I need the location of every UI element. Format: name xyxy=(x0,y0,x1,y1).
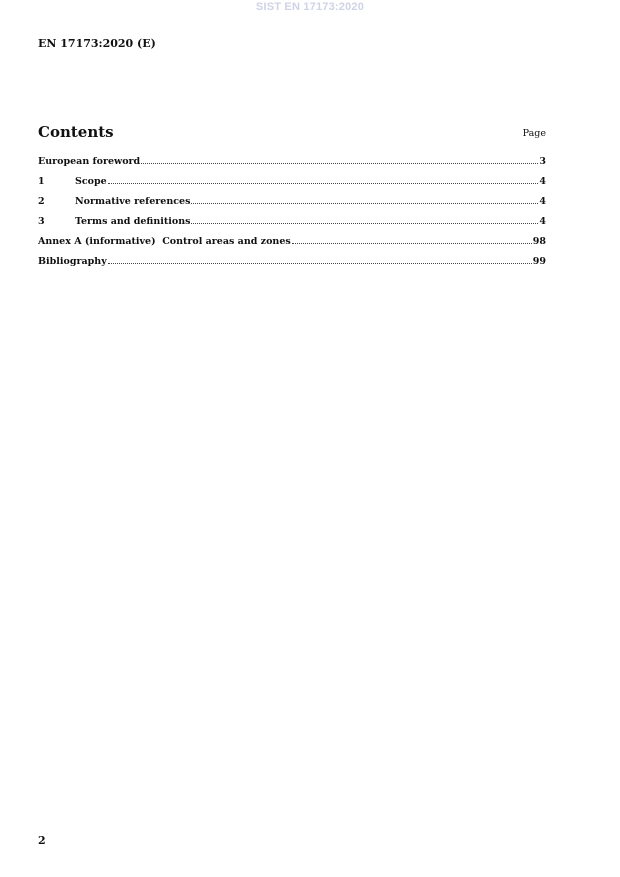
toc-entry-annex-a[interactable] xyxy=(38,236,546,256)
toc-entry-normative-references[interactable] xyxy=(38,196,546,216)
toc-leader-dots xyxy=(108,182,539,184)
toc-entry-page: 3 xyxy=(539,156,546,167)
table-of-contents xyxy=(38,156,546,276)
toc-leader-dots xyxy=(191,222,538,224)
toc-entry-number: 2 xyxy=(38,196,45,207)
toc-entry-title: Annex A (informative) Control areas and zones xyxy=(38,236,291,247)
contents-heading: Contents xyxy=(38,123,114,141)
toc-entry-title: Bibliography xyxy=(38,256,107,267)
toc-entry-title: Scope xyxy=(75,176,107,187)
toc-entry-number: 1 xyxy=(38,176,45,187)
watermark-text: SIST EN 17173:2020 xyxy=(255,1,365,13)
toc-entry-european-foreword[interactable] xyxy=(38,156,546,176)
page-column-label: Page xyxy=(522,128,546,139)
toc-entry-title: Normative references xyxy=(75,196,191,207)
toc-leader-dots xyxy=(141,162,538,164)
toc-entry-page: 98 xyxy=(532,236,546,247)
toc-entry-title: Terms and definitions xyxy=(75,216,191,227)
toc-entry-scope[interactable] xyxy=(38,176,546,196)
toc-entry-number: 3 xyxy=(38,216,45,227)
toc-entry-title: European foreword xyxy=(38,156,141,167)
toc-entry-page: 4 xyxy=(539,196,546,207)
toc-entry-terms-and-definitions[interactable] xyxy=(38,216,546,236)
toc-leader-dots xyxy=(292,242,532,244)
toc-entry-page: 4 xyxy=(539,216,546,227)
document-id: EN 17173:2020 (E) xyxy=(38,37,156,50)
toc-leader-dots xyxy=(191,202,538,204)
page-number: 2 xyxy=(38,834,46,847)
toc-entry-page: 99 xyxy=(532,256,546,267)
toc-leader-dots xyxy=(108,262,532,264)
toc-entry-page: 4 xyxy=(539,176,546,187)
toc-entry-bibliography[interactable] xyxy=(38,256,546,276)
